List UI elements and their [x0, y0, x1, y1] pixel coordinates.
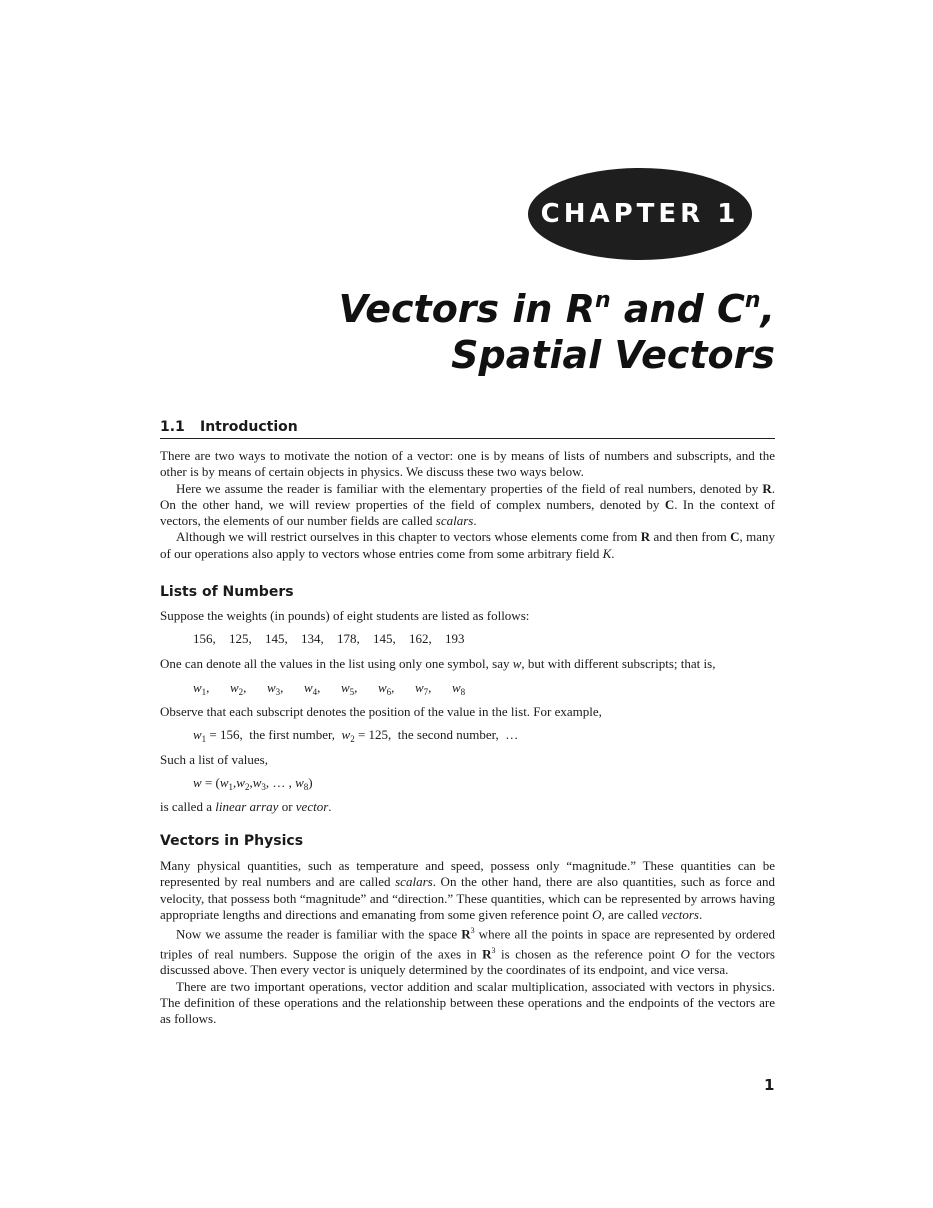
intro-paragraph-1: There are two ways to motivate the notion of a vector: one is by means of lists of numbers and subscripts, and the other is by means of certain objects in physics. We discuss these two ways below. [160, 448, 775, 480]
weights-list [193, 631, 465, 647]
vector-definition: $w = (w_1,w_2,w_3$, … , $w_8$) [193, 775, 313, 792]
subheading-lists: Lists of Numbers [160, 584, 294, 600]
chapter-title [339, 286, 775, 378]
intro-text [160, 448, 775, 562]
observe-text: Observe that each subscript denotes the position of the value in the list. For example, [160, 704, 602, 719]
physics-paragraph-3: There are two important operations, vector addition and scalar multiplication, associated with vectors in physics. The definition of these operations and the relationship between these operations and the endpoints of the vectors are as follows. [160, 978, 775, 1027]
lists-intro: Suppose the weights (in pounds) of eight students are listed as follows: [160, 608, 530, 623]
denote-text: One can denote all the values in the list using only one symbol, say w, but with different subscripts; that is, [160, 656, 716, 671]
example-line: $w_1 = 156$, the first number, $w_2 = 125$, the second number, … [193, 727, 519, 744]
weight-value: 145, [373, 631, 396, 646]
section-number: 1.1 [160, 419, 185, 435]
chapter-badge [528, 168, 752, 260]
subscripted-list: $w_1$, $w_2$, $w_3$, $w_4$, $w_5$, $w_6$, $w_7$, $w_8$ [193, 680, 466, 697]
physics-text [160, 858, 775, 1028]
section-heading [160, 419, 775, 439]
intro-paragraph-2: Here we assume the reader is familiar with the elementary properties of the field of real numbers, denoted by R. On the other hand, we will review properties of the field of complex numbers, denoted by C. In the context of vectors, the elements of our number fields are called scalars. [160, 480, 775, 529]
weight-value: 162, [409, 631, 432, 646]
physics-paragraph-2: Now we assume the reader is familiar with the space $R^3$ where all the points in space are represented by ordered triples of real numbers. Suppose the origin of the axes in $R^3$ is chosen as the reference point O for the vectors discussed above. Then every vector is uniquely determined by the coordinates of its endpoint, and vice versa. [160, 926, 775, 978]
page-number: 1 [764, 1076, 775, 1094]
intro-paragraph-3: Although we will restrict ourselves in this chapter to vectors whose elements come from R and then from C, many of our operations also apply to vectors whose entries come from some arbitrary field K. [160, 529, 776, 561]
weight-value: 145, [265, 631, 288, 646]
weight-value: 178, [337, 631, 360, 646]
subheading-physics: Vectors in Physics [160, 833, 304, 849]
chapter-title-line-1: Vectors in $R^n$ and $C^n$, [338, 287, 775, 331]
weight-value: 125, [229, 631, 252, 646]
chapter-label: CHAPTER 1 [540, 199, 740, 229]
chapter-title-line-2: Spatial Vectors [451, 333, 775, 377]
weight-value: 193 [445, 631, 465, 646]
such-text: Such a list of values, [160, 752, 268, 767]
physics-paragraph-1: Many physical quantities, such as temperature and speed, possess only “magnitude.” These quantities can be represented by real numbers and are called scalars. On the other hand, there are also quantities, such as force and velocity, that possess both “magnitude” and “direction.” These quantities, which can be represented by arrows having appropriate lengths and directions and emanating from some given reference point O, are called vectors. [160, 858, 775, 922]
weight-value: 134, [301, 631, 324, 646]
section-title: Introduction [200, 419, 298, 435]
weight-value: 156, [193, 631, 216, 646]
called-text: is called a linear array or vector. [160, 799, 332, 814]
